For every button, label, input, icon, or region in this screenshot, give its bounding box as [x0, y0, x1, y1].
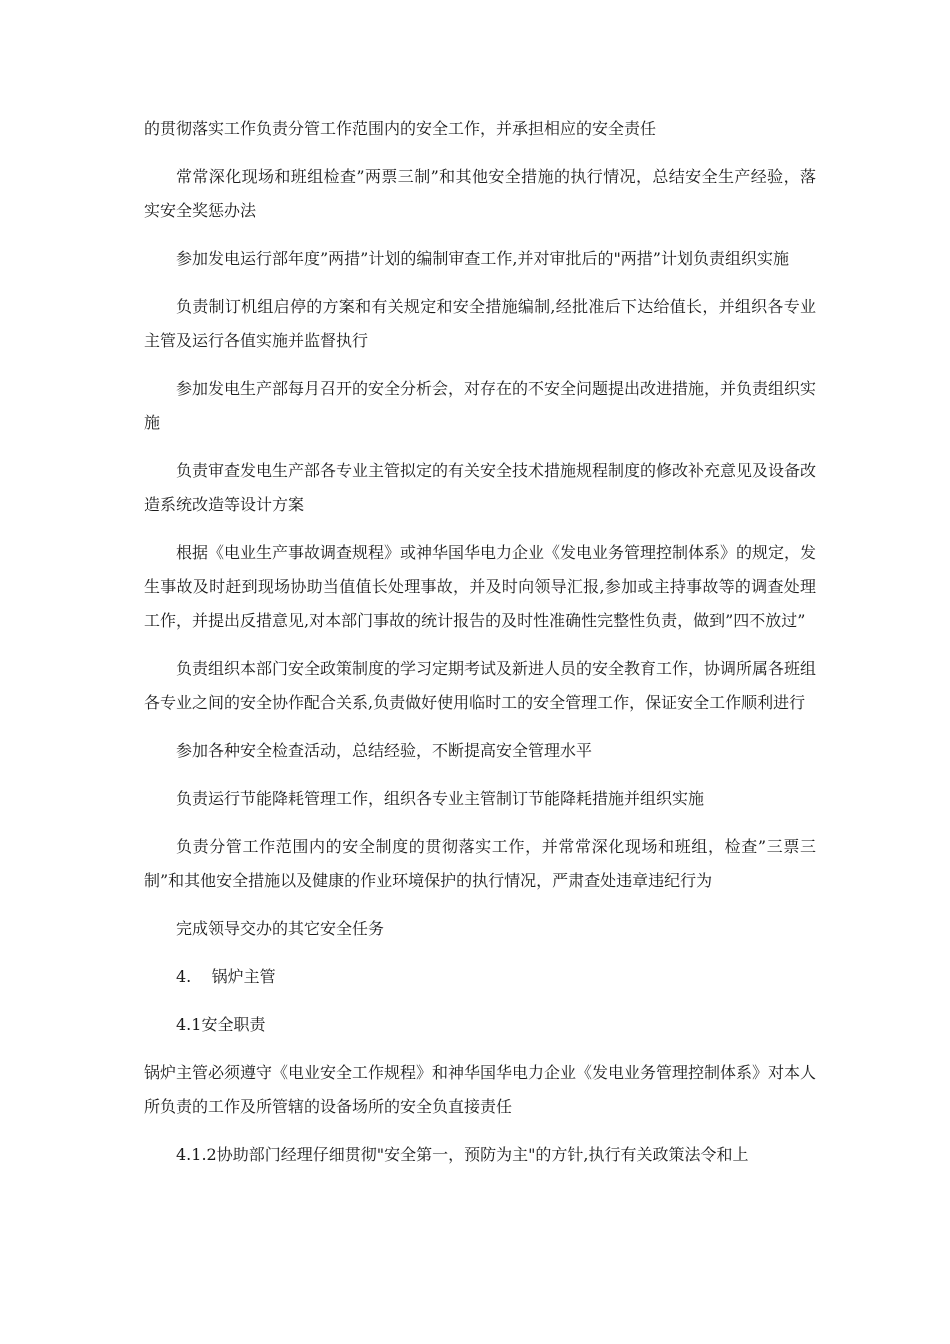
paragraph-accident-handling: 根据《电业生产事故调查规程》或神华国华电力企业《发电业务管理控制体系》的规定，发生事故及时赶到现场协助当值值长处理事故，并及时向领导汇报,参加或主持事故等的调查处理工作，并提出反措意见,对本部门事故的统计报告的及时性准确性完整性负责，做到”四不放过” [144, 543, 817, 630]
paragraph-boiler-responsibility: 锅炉主管必须遵守《电业安全工作规程》和神华国华电力企业《发电业务管理控制体系》对本人所负责的工作及所管辖的设备场所的安全负直接责任 [144, 1063, 817, 1116]
paragraph-startup-plan: 负责制订机组启停的方案和有关规定和安全措施编制,经批准后下达给值长，并组织各专业主管及运行各值实施并监督执行 [144, 297, 816, 350]
paragraph-4-1-2: 4.1.2协助部门经理仔细贯彻"安全第一，预防为主"的方针,执行有关政策法令和上 [176, 1145, 749, 1164]
paragraph-safety-education: 负责组织本部门安全政策制度的学习定期考试及新进人员的安全教育工作，协调所属各班组各专业之间的安全协作配合关系,负责做好使用临时工的安全管理工作，保证安全工作顺利进行 [144, 659, 817, 712]
paragraph-energy-saving: 负责运行节能降耗管理工作，组织各专业主管制订节能降耗措施并组织实施 [176, 789, 705, 808]
paragraph-two-measures: 参加发电运行部年度”两措”计划的编制审查工作,并对审批后的"两措”计划负责组织实施 [176, 249, 789, 268]
paragraph-inspection: 常常深化现场和班组检查”两票三制”和其他安全措施的执行情况，总结安全生产经验，落实安全奖惩办法 [144, 167, 816, 220]
section-heading-boiler-supervisor: 4. 锅炉主管 [176, 967, 276, 986]
paragraph-safety-analysis: 参加发电生产部每月召开的安全分析会，对存在的不安全问题提出改进措施，并负责组织实施 [144, 379, 817, 432]
paragraph-rule-enforcement: 负责分管工作范围内的安全制度的贯彻落实工作，并常常深化现场和班组，检查”三票三制”和其他安全措施以及健康的作业环境保护的执行情况，严肃查处违章违纪行为 [144, 837, 816, 890]
paragraph-other-tasks: 完成领导交办的其它安全任务 [176, 919, 385, 938]
subsection-heading-safety-duties: 4.1安全职责 [176, 1015, 266, 1034]
paragraph-continuation: 的贯彻落实工作负责分管工作范围内的安全工作，并承担相应的安全责任 [144, 119, 657, 138]
paragraph-review-measures: 负责审查发电生产部各专业主管拟定的有关安全技术措施规程制度的修改补充意见及设备改造系统改造等设计方案 [144, 461, 817, 514]
paragraph-safety-checks: 参加各种安全检查活动，总结经验，不断提高安全管理水平 [176, 741, 593, 760]
document-body [144, 112, 816, 1186]
